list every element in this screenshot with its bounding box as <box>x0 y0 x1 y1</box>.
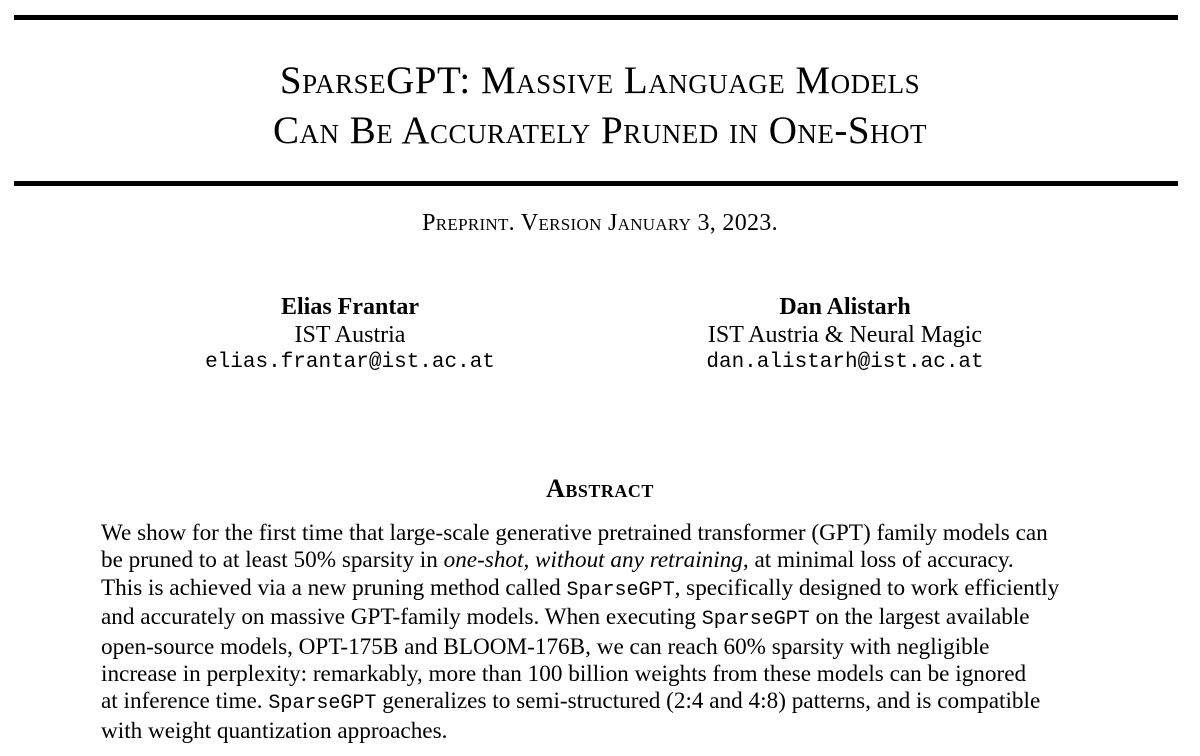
abstract-heading: Abstract <box>546 474 654 503</box>
author-block-1 <box>90 293 610 377</box>
author-affiliation: IST Austria <box>294 322 406 348</box>
abstract-text: This is achieved via a new pruning method called <box>101 574 567 601</box>
method-name: SparseGPT <box>701 608 810 632</box>
abstract-text: , specifically designed to work efficiently <box>674 574 1060 601</box>
abstract-line: open-source models, OPT-175B and BLOOM-176B, we can reach 60% sparsity with negligible <box>101 633 990 660</box>
version-note: Preprint. Version January 3, 2023. <box>422 210 778 236</box>
abstract-text: be pruned to at least 50% sparsity in <box>101 547 444 574</box>
title-line-2: Can Be Accurately Pruned in One-Shot <box>272 109 928 152</box>
author-email: elias.frantar@ist.ac.at <box>205 351 495 374</box>
abstract-text: at inference time. <box>101 688 269 715</box>
abstract-line <box>101 547 1101 574</box>
author-affiliation: IST Austria & Neural Magic <box>707 322 983 348</box>
author-name: Dan Alistarh <box>779 294 911 320</box>
abstract-line <box>101 688 1101 717</box>
title-line-1: SparseGPT: Massive Language Models <box>279 59 921 102</box>
abstract-line: We show for the first time that large-scale generative pretrained transformer (GPT) family models can <box>101 520 1048 546</box>
bottom-rule <box>14 181 1178 186</box>
abstract-text: and accurately on massive GPT-family models. When executing <box>101 604 702 631</box>
abstract-line: with weight quantization approaches. <box>101 717 448 744</box>
abstract-text: generalizes to semi-structured (2:4 and 4:8) patterns, and is compatible <box>376 688 1041 715</box>
method-name: SparseGPT <box>566 578 675 602</box>
top-rule <box>14 15 1178 20</box>
abstract-line <box>101 575 1101 604</box>
author-name: Elias Frantar <box>281 294 419 320</box>
author-block-2 <box>585 293 1105 377</box>
abstract-body <box>101 520 1101 745</box>
abstract-text: on the largest available <box>809 604 1030 631</box>
abstract-emphasis: one-shot, without any retraining <box>443 547 743 574</box>
method-name: SparseGPT <box>268 692 377 716</box>
author-email: dan.alistarh@ist.ac.at <box>706 351 984 374</box>
abstract-line: increase in perplexity: remarkably, more than 100 billion weights from these models can be ignored <box>101 661 1027 688</box>
abstract-text: , at minimal loss of accuracy. <box>742 547 1014 574</box>
abstract-line <box>101 604 1101 633</box>
paper-title <box>0 56 1200 156</box>
